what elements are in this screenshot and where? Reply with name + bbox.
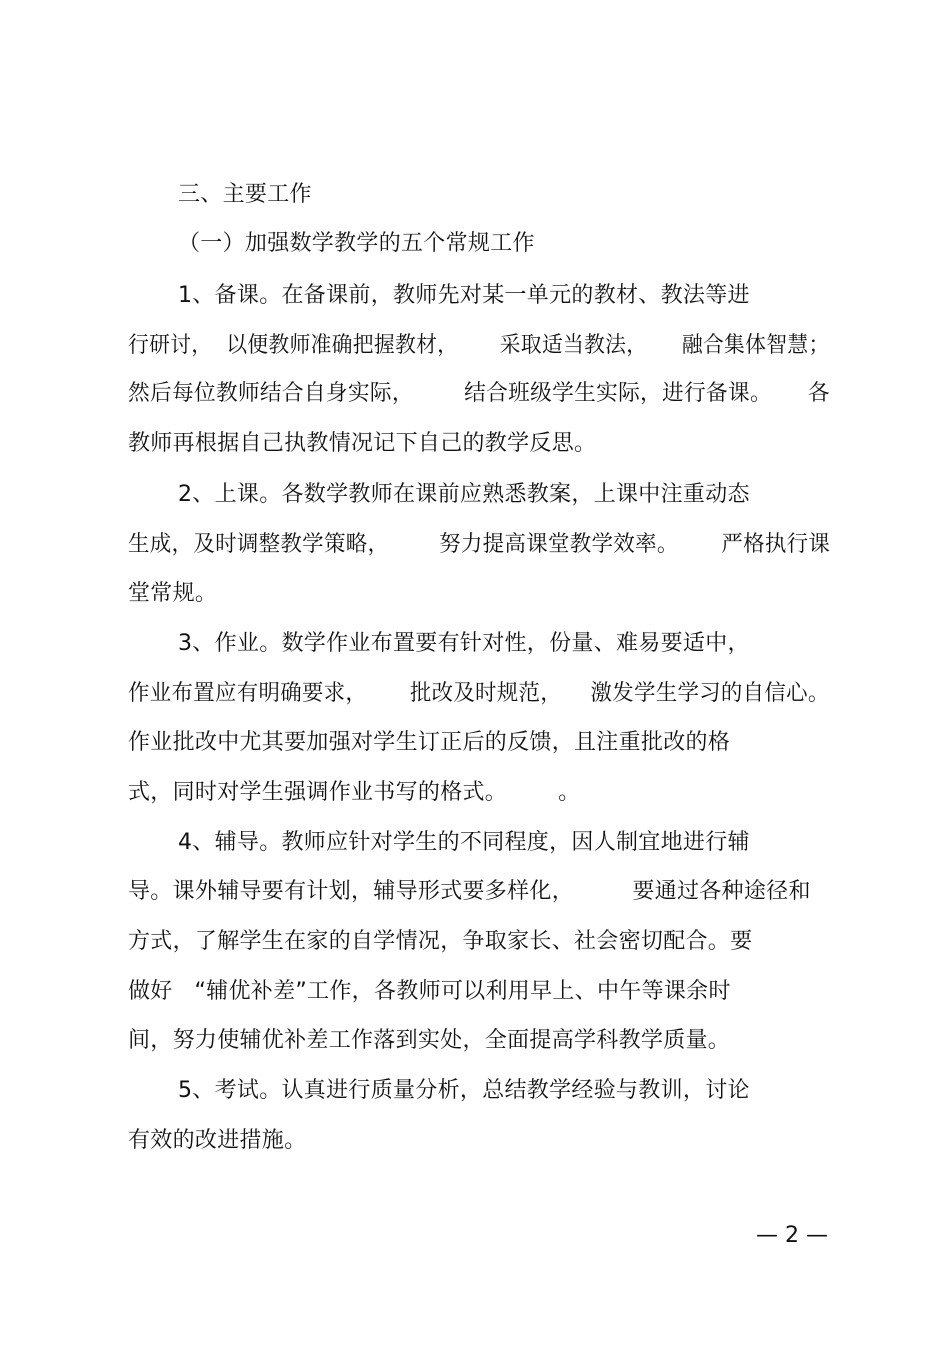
item-2-line-3: 堂常规。 [128,581,218,606]
section-heading: 三、主要工作 [178,182,312,207]
item-4-line-5: 间，努力使辅优补差工作落到实处，全面提高学科教学质量。 [128,1028,731,1053]
page-number: — 2 — [756,1223,828,1248]
item-1-line-2: 行研讨， 以便教师准确把握教材， 采取适当教法， 融合集体智慧； [128,333,830,358]
item-4-line-2: 导。课外辅导要有计划，辅导形式要多样化， 要通过各种途径和 [128,879,811,904]
item-3-line-1: 3、作业。数学作业布置要有针对性，份量、难易要适中， [178,631,750,656]
item-3-line-3: 作业批改中尤其要加强对学生订正后的反馈，且注重批改的格 [128,730,731,755]
item-4-line-1: 4、辅导。教师应针对学生的不同程度，因人制宜地进行辅 [178,830,750,855]
item-4-line-4: 做好 “辅优补差”工作，各教师可以利用早上、中午等课余时 [128,979,731,1004]
item-5-line-1: 5、考试。认真进行质量分析，总结教学经验与教训，讨论 [178,1078,750,1103]
item-1-line-3: 然后每位教师结合自身实际， 结合班级学生实际，进行备课。 各 [128,381,830,406]
item-2-line-1: 2、上课。各数学教师在课前应熟悉教案，上课中注重动态 [178,482,750,507]
item-4-line-3: 方式，了解学生在家的自学情况，争取家长、社会密切配合。要 [128,929,753,954]
item-1-line-1: 1、备课。在备课前，教师先对某一单元的教材、教法等进 [178,283,750,308]
subsection-heading: （一）加强数学教学的五个常规工作 [178,231,535,256]
item-3-line-2: 作业布置应有明确要求， 批改及时规范， 激发学生学习的自信心。 [128,681,830,706]
item-1-line-4: 教师再根据自己执教情况记下自己的教学反思。 [128,431,597,456]
item-5-line-2: 有效的改进措施。 [128,1128,307,1153]
item-3-line-4: 式，同时对学生强调作业书写的格式。 。 [128,780,581,805]
item-2-line-2: 生成，及时调整教学策略， 努力提高课堂教学效率。 严格执行课 [128,532,831,557]
